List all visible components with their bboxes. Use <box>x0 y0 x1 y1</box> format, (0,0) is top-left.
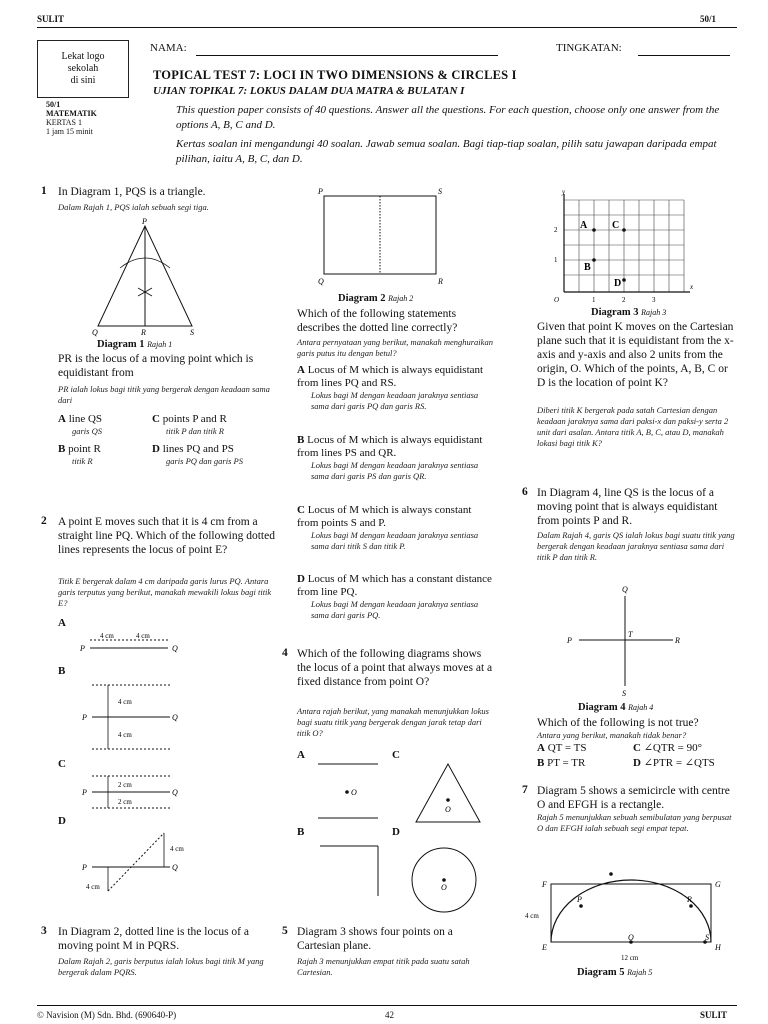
q5-text-ms: Rajah 3 menunjukkan empat titik pada suatu satah Cartesian. <box>297 956 470 977</box>
q6-option-a[interactable]: A QT = TS <box>537 742 587 754</box>
svg-text:O: O <box>441 883 447 892</box>
svg-text:P: P <box>318 187 323 196</box>
q3-stem-ms: Antara pernyataan yang berikut, manakah menghuraikan garis putus itu dengan betul? <box>297 337 493 358</box>
svg-text:Q: Q <box>318 277 324 286</box>
paper-code: 50/1 <box>46 100 61 109</box>
header-sulit: SULIT <box>37 14 65 24</box>
q2-diagram-c <box>78 772 188 812</box>
q3-number: 3 <box>41 925 47 937</box>
q2-option-d[interactable]: D <box>58 815 66 827</box>
q6-stem-ms: Antara yang berikut, manakah tidak benar? <box>537 730 687 740</box>
tingkatan-field[interactable] <box>638 55 730 56</box>
q6-text-ms: Dalam Rajah 4, garis QS ialah lokus bagi suatu titik yang bergerak dengan keadaan jaraknya sentiasa sama dari titik P dan titik R. <box>537 530 735 562</box>
svg-text:A: A <box>580 220 588 231</box>
svg-text:F: F <box>542 880 547 889</box>
svg-text:D: D <box>614 278 622 289</box>
svg-text:4 cm: 4 cm <box>118 698 132 706</box>
q3-text-ms: Dalam Rajah 2, garis berputus ialah lokus bagi titik M yang bergerak dalam PQRS. <box>58 956 264 977</box>
svg-text:x: x <box>690 283 694 291</box>
q4-text: Which of the following diagrams shows the locus of a point that always moves at a fixed distance from point O? <box>297 648 493 688</box>
svg-text:P: P <box>567 636 572 645</box>
svg-text:4 cm: 4 cm <box>86 883 100 891</box>
q2-option-b[interactable]: B <box>58 665 66 677</box>
svg-text:P: P <box>82 713 87 722</box>
q1-number: 1 <box>41 185 47 197</box>
svg-text:Q: Q <box>172 644 178 653</box>
svg-text:O: O <box>554 296 560 304</box>
q4-option-c[interactable]: C <box>392 749 400 761</box>
q3-option-b[interactable]: B Locus of M which is always equidistant from lines PS and QR. Lokus bagi M dengan keadaan jaraknya sentiasa sama dari garis PS dan garis QR. <box>297 434 483 481</box>
svg-text:4 cm: 4 cm <box>100 632 114 640</box>
footer-publisher: © Navision (M) Sdn. Bhd. (690640-P) <box>37 1010 177 1020</box>
svg-text:P: P <box>82 788 87 797</box>
q1-text: In Diagram 1, PQS is a triangle. <box>58 186 206 198</box>
svg-text:1: 1 <box>554 256 558 264</box>
svg-text:G: G <box>715 880 721 889</box>
svg-text:4 cm: 4 cm <box>136 632 150 640</box>
q5-number: 5 <box>282 925 288 937</box>
name-label: NAMA: <box>150 42 187 54</box>
tingkatan-label: TINGKATAN: <box>556 42 622 54</box>
diagram-5 <box>525 866 735 964</box>
paper-subject: MATEMATIK <box>46 109 97 118</box>
q4-number: 4 <box>282 647 288 659</box>
svg-text:Q: Q <box>172 713 178 722</box>
diagram-4-caption: Diagram 4 Rajah 4 <box>578 702 654 713</box>
q7-number: 7 <box>522 784 528 796</box>
q6-stem: Which of the following is not true? <box>537 717 699 729</box>
q3-text: In Diagram 2, dotted line is the locus of a moving point M in PQRS. <box>58 926 249 952</box>
svg-text:y: y <box>562 188 566 196</box>
diagram-4 <box>565 582 695 700</box>
q2-number: 2 <box>41 515 47 527</box>
q6-option-b[interactable]: B PT = TR <box>537 757 586 769</box>
svg-text:C: C <box>612 220 620 231</box>
svg-text:2: 2 <box>554 226 558 234</box>
point-s-label: S <box>190 328 194 337</box>
svg-text:T: T <box>628 630 633 639</box>
svg-text:O: O <box>445 805 451 814</box>
svg-text:2 cm: 2 cm <box>118 781 132 789</box>
svg-text:4 cm: 4 cm <box>118 731 132 739</box>
q2-text: A point E moves such that it is 4 cm from a straight line PQ. Which of the following dotted lines represents the locus of point E? <box>58 516 275 556</box>
logo-line: sekolah <box>67 63 99 74</box>
q6-option-d[interactable]: D ∠PTR = ∠QTS <box>633 757 715 769</box>
diagram-3-caption: Diagram 3 Rajah 3 <box>591 307 667 318</box>
diagram-5-caption: Diagram 5 Rajah 5 <box>577 967 653 978</box>
q2-diagram-b <box>78 680 188 755</box>
paper-number: KERTAS 1 <box>46 118 82 127</box>
footer-rule <box>37 1005 737 1006</box>
svg-text:2 cm: 2 cm <box>118 798 132 806</box>
diagram-2-caption: Diagram 2 Rajah 2 <box>338 293 414 304</box>
diagram-1-caption: Diagram 1 Rajah 1 <box>97 339 173 350</box>
svg-text:Q: Q <box>622 585 628 594</box>
instructions-ms: Kertas soalan ini mengandungi 40 soalan. Jawab semua soalan. Bagi tiap-tiap soalan, pilih satu jawapan daripada empat pilihan, iaitu A, B, C, dan D. <box>176 138 717 165</box>
q3-option-a[interactable]: A Locus of M which is always equidistant from lines PQ and RS. Lokus bagi M dengan keadaan jaraknya sentiasa sama dari garis PQ dan garis RS. <box>297 364 484 411</box>
q1-text-ms: Dalam Rajah 1, PQS ialah sebuah segi tiga. <box>58 202 209 212</box>
header-rule <box>37 27 737 28</box>
svg-text:H: H <box>715 943 721 952</box>
q4-option-d[interactable]: D <box>392 826 400 838</box>
q6-text: In Diagram 4, line QS is the locus of a moving point that is always equidistant from points P and R. <box>537 487 718 527</box>
instructions-en: This question paper consists of 40 questions. Answer all the questions. For each question, choose only one answer from the options A, B, C and D. <box>176 104 720 131</box>
svg-text:E: E <box>542 943 547 952</box>
svg-text:4 cm: 4 cm <box>525 912 539 920</box>
q3-stem: Which of the following statements describes the dotted line correctly? <box>297 308 458 334</box>
q4-text-ms: Antara rajah berikut, yang manakah menunjukkan lokus bagi suatu titik yang bergerak dengan jarak tetap dari titik O? <box>297 706 489 738</box>
logo-line: Lekat logo <box>61 51 105 62</box>
q5-stem: Given that point K moves on the Cartesian plane such that it is equidistant from the x-axis and y-axis and also 2 units from the origin, O. Which of the points, A, B, C or D is the location of point K? <box>537 321 734 389</box>
page-title: TOPICAL TEST 7: LOCI IN TWO DIMENSIONS & CIRCLES I <box>153 68 517 82</box>
diagram-1 <box>90 218 210 336</box>
svg-text:1: 1 <box>592 296 596 304</box>
q6-option-c[interactable]: C ∠QTR = 90° <box>633 742 703 754</box>
svg-text:P: P <box>80 644 85 653</box>
q3-option-d[interactable]: D Locus of M which has a constant distance from line PQ. Lokus bagi M dengan keadaan jaraknya sentiasa sama dari garis PQ. <box>297 573 492 620</box>
q1-option-a[interactable]: A line QS garis QS <box>58 413 103 436</box>
q7-text: Diagram 5 shows a semicircle with centre O and EFGH is a rectangle. <box>537 785 730 811</box>
name-field[interactable] <box>196 55 498 56</box>
q1-stem: PR is the locus of a moving point which is equidistant from <box>58 353 254 379</box>
q3-option-c[interactable]: C Locus of M which is always constant from points S and P. Lokus bagi M dengan keadaan jaraknya sentiasa sama dari titik S dan titik P. <box>297 504 479 551</box>
paper-time: 1 jam 15 minit <box>46 127 93 136</box>
q2-diagram-a <box>78 630 188 660</box>
svg-text:R: R <box>687 895 692 904</box>
point-q-label: Q <box>92 328 98 337</box>
svg-text:R: R <box>438 277 443 286</box>
q1-stem-ms: PR ialah lokus bagi titik yang bergerak dengan keadaan sama dari <box>58 384 270 405</box>
q6-number: 6 <box>522 486 528 498</box>
q4-option-a[interactable]: A <box>297 749 305 761</box>
q7-text-ms: Rajah 5 menunjukkan sebuah semibulatan yang berpusat O dan EFGH ialah sebuah segi empat tepat. <box>537 812 732 833</box>
diagram-3 <box>548 188 698 306</box>
q1-option-b[interactable]: B point R titik R <box>58 443 101 466</box>
svg-text:P: P <box>82 863 87 872</box>
page-subtitle: UJIAN TOPIKAL 7: LOKUS DALAM DUA MATRA & BULATAN I <box>153 85 465 97</box>
logo-line: di sini <box>70 75 96 86</box>
q2-text-ms: Titik E bergerak dalam 4 cm daripada garis lurus PQ. Antara garis terputus yang berikut, manakah mewakili lokus bagi titik E? <box>58 576 272 608</box>
svg-text:3: 3 <box>652 296 656 304</box>
svg-text:12 cm: 12 cm <box>621 954 639 962</box>
diagram-2 <box>316 188 446 286</box>
q2-diagram-d <box>78 825 198 895</box>
q5-text: Diagram 3 shows four points on a Cartesian plane. <box>297 926 453 952</box>
svg-text:2: 2 <box>622 296 626 304</box>
q4-diagram-c <box>408 760 488 826</box>
svg-text:Q: Q <box>172 788 178 797</box>
q2-option-a[interactable]: A <box>58 617 66 629</box>
svg-text:O: O <box>628 933 634 942</box>
svg-text:R: R <box>675 636 680 645</box>
paper-info <box>46 100 97 136</box>
svg-text:4 cm: 4 cm <box>170 845 184 853</box>
logo-box <box>37 40 129 98</box>
footer-page-number: 42 <box>385 1010 394 1020</box>
footer-sulit: SULIT <box>700 1010 728 1020</box>
point-r-label: R <box>141 328 146 337</box>
q1-option-d[interactable]: D lines PQ and PS garis PQ dan garis PS <box>152 443 243 466</box>
q4-diagram-b <box>312 840 392 900</box>
point-p-label: P <box>142 217 147 226</box>
q2-option-c[interactable]: C <box>58 758 66 770</box>
svg-text:S: S <box>438 187 442 196</box>
header-code: 50/1 <box>700 14 717 24</box>
q4-diagram-a <box>312 760 384 824</box>
svg-text:Q: Q <box>172 863 178 872</box>
svg-text:O: O <box>351 788 357 797</box>
q5-stem-ms: Diberi titik K bergerak pada satah Cartesian dengan keadaan jaraknya sama dari paksi-x dan paksi-y serta 2 unit dari asalan. Antara titik A, B, C, atau D, manakah lokasi bagi titik K? <box>537 405 729 448</box>
svg-text:B: B <box>584 262 591 273</box>
q1-option-c[interactable]: C points P and R titik P dan titik R <box>152 413 227 436</box>
svg-text:P: P <box>577 895 582 904</box>
q4-diagram-d <box>408 842 488 918</box>
svg-text:S: S <box>705 933 709 942</box>
q4-option-b[interactable]: B <box>297 826 305 838</box>
svg-text:S: S <box>622 689 626 698</box>
